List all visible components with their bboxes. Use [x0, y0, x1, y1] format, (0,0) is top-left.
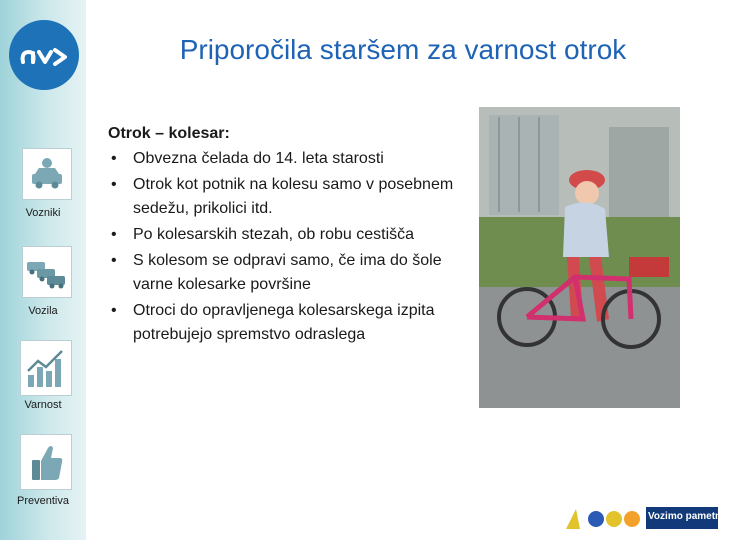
bullet-item: • Otrok kot potnik na kolesu samo v posebnem sedežu, prikolici itd. — [108, 173, 458, 221]
bullet-item: • S kolesom se odpravi samo, če ima do šole varne kolesarke površine — [108, 249, 458, 297]
driver-car-icon[interactable] — [22, 148, 72, 200]
sidebar-item-vozila[interactable]: Vozila — [28, 305, 58, 317]
avp-logo-icon[interactable] — [9, 20, 79, 90]
slide-title: Priporočila staršem za varnost otrok — [179, 34, 627, 65]
thumbs-up-icon[interactable] — [20, 434, 72, 490]
bullet-item: • Otroci do opravljenega kolesarskega izpita potrebujejo spremstvo odraslega — [108, 299, 458, 347]
bullet-item: • Po kolesarskih stezah, ob robu cestišča — [108, 223, 458, 247]
bullet-list — [108, 147, 458, 347]
safety-chart-icon[interactable] — [20, 340, 72, 396]
content-heading: Otrok – kolesar: — [108, 125, 230, 142]
bullet-item: • Obvezna čelada do 14. leta starosti — [108, 147, 458, 171]
vehicles-icon[interactable] — [22, 246, 72, 298]
sidebar-item-vozniki[interactable]: Vozniki — [25, 207, 61, 219]
sidebar-item-preventiva[interactable]: Preventiva — [17, 495, 69, 507]
footer-logos — [562, 503, 731, 533]
child-cyclist-photo — [479, 107, 680, 408]
sidebar-item-varnost[interactable]: Varnost — [24, 399, 62, 411]
sidebar — [0, 0, 86, 540]
content-block — [108, 122, 458, 349]
footer-badge-text: Vozimo pametno! — [648, 511, 731, 522]
